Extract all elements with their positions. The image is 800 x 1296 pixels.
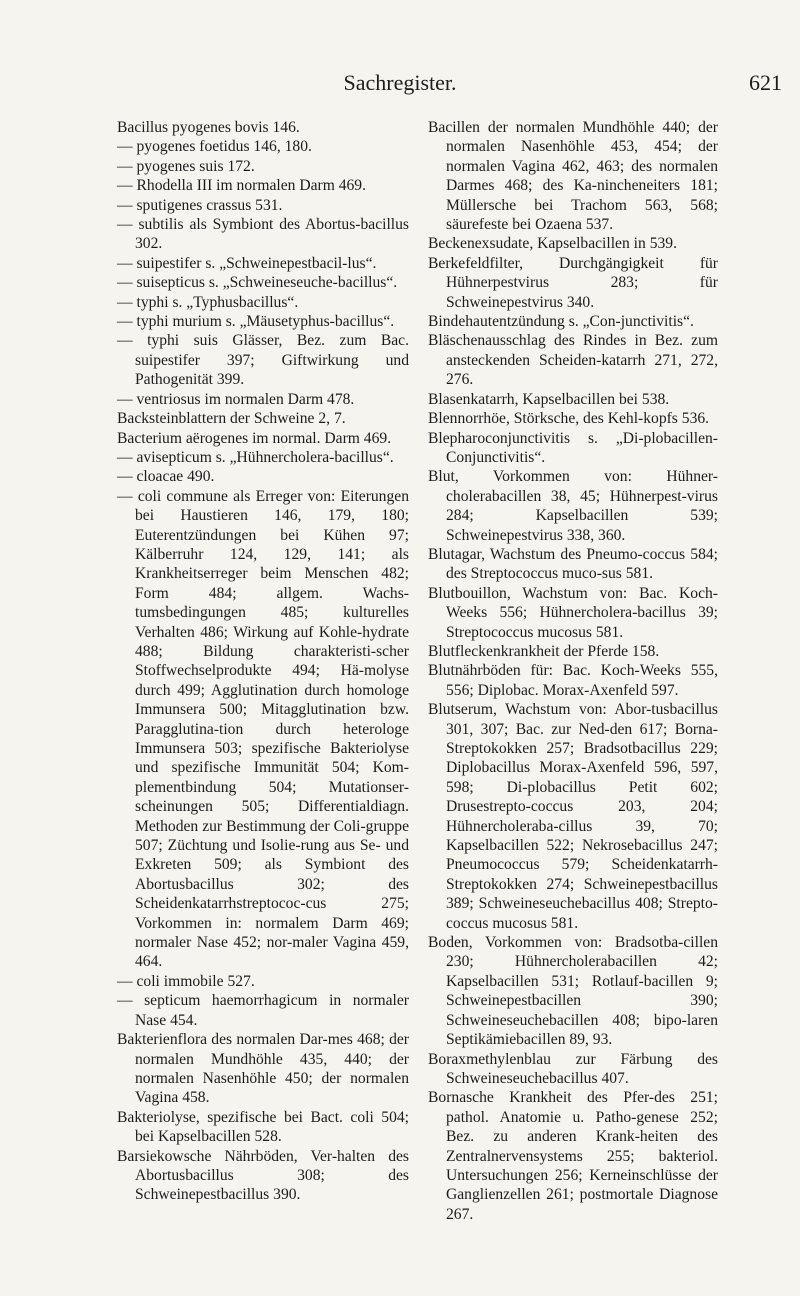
page-number: 621	[749, 70, 782, 95]
index-entry: Backsteinblattern der Schweine 2, 7.	[117, 410, 346, 428]
index-entry: Blutnährböden für: Bac. Koch-Weeks 555, 556; Diplobac. Morax-Axenfeld 597.	[428, 662, 718, 699]
index-entry: Bacillus pyogenes bovis 146.	[117, 119, 300, 136]
index-entry: Blutbouillon, Wachstum von: Bac. Koch-Weeks 556; Hühnercholera-bacillus 39; Streptococcus mucosus 581.	[428, 584, 718, 641]
index-entry: Blutfleckenkrankheit der Pferde 158.	[428, 642, 660, 660]
index-entry: Bakterienflora des normalen Dar-mes 468; der normalen Mundhöhle 435, 440; der normalen Nasenhöhle 450; der normalen Vagina 458.	[117, 1031, 409, 1107]
index-entry: — ventriosus im normalen Darm 478.	[117, 390, 355, 408]
index-entry: — suisepticus s. „Schweineseuche-bacillus“.	[117, 274, 398, 292]
index-entry: — typhi murium s. „Mäusetyphus-bacillus“.	[117, 313, 395, 331]
index-entry: Bornasche Krankheit des Pfer-des 251; pathol. Anatomie u. Patho-genese 252; Bez. zu anderen Krank-heiten des Zentralnervensystems 255; bakteriol. Untersuchungen 256; Kerneinschlüsse der Ganglienzellen 261; postmortale Diagnose 267.	[428, 1089, 718, 1223]
index-entry: Boden, Vorkommen von: Bradsotba-cillen 230; Hühnercholerabacillen 42; Kapselbacillen 531; Rotlauf-bacillen 9; Schweinepestbacillen 390; Schweineseuchebacillen 408; bipo-laren Septikämiebacillen 89, 93.	[428, 934, 718, 1049]
page-title: Sachregister.	[343, 70, 457, 95]
index-entry: Boraxmethylenblau zur Färbung des Schweineseuchebacillus 407.	[428, 1050, 718, 1087]
index-entry: — suipestifer s. „Schweinepestbacil-lus“.	[117, 254, 377, 272]
index-entry: Blennorrhöe, Störksche, des Kehl-kopfs 536.	[428, 410, 710, 428]
index-entry: Bläschenausschlag des Rindes in Bez. zum ansteckenden Scheiden-katarrh 271, 272, 276.	[428, 332, 718, 389]
index-entry: — coli immobile 527.	[117, 972, 255, 990]
index-entry: — avisepticum s. „Hühnercholera-bacillus“.	[117, 448, 394, 466]
index-column-right	[428, 118, 718, 1224]
index-entry: Blasenkatarrh, Kapselbacillen bei 538.	[428, 390, 670, 408]
index-entry: Berkefeldfilter, Durchgängigkeit für Hühnerpestvirus 283; für Schweinepestvirus 340.	[428, 254, 718, 311]
index-entry: — pyogenes suis 172.	[117, 157, 255, 175]
index-entry: Bacterium aërogenes im normal. Darm 469.	[117, 429, 392, 447]
index-entry: Barsiekowsche Nährböden, Ver-halten des Abortusbacillus 308; des Schweinepestbacillus 390.	[117, 1147, 409, 1204]
index-column-left	[117, 118, 409, 1205]
index-entry: Blut, Vorkommen von: Hühner-cholerabacillen 38, 45; Hühnerpest-virus 284; Kapselbacillen 539; Schweinepestvirus 338, 360.	[428, 468, 718, 544]
index-entry: Blutagar, Wachstum des Pneumo-coccus 584; des Streptococcus muco-sus 581.	[428, 545, 718, 583]
index-entry: — Rhodella III im normalen Darm 469.	[117, 177, 367, 195]
index-entry: Bakteriolyse, spezifische bei Bact. coli 504; bei Kapselbacillen 528.	[117, 1108, 409, 1146]
index-entry: — septicum haemorrhagicum in normaler Nase 454.	[117, 992, 409, 1029]
index-entry: — typhi s. „Typhusbacillus“.	[117, 293, 299, 311]
index-entry: — sputigenes crassus 531.	[117, 196, 283, 214]
index-entry: Blepharoconjunctivitis s. „Di-plobacillen-Conjunctivitis“.	[428, 429, 718, 466]
page-header	[0, 70, 800, 100]
index-entry: — pyogenes foetidus 146, 180.	[117, 138, 312, 156]
index-entry: Bindehautentzündung s. „Con-junctivitis“.	[428, 313, 694, 331]
index-entry: — typhi suis Glässer, Bez. zum Bac. suipestifer 397; Giftwirkung und Pathogenität 399.	[117, 332, 409, 389]
index-entry: Beckenexsudate, Kapselbacillen in 539.	[428, 235, 677, 253]
index-entry: Blutserum, Wachstum von: Abor-tusbacillus 301, 307; Bac. zur Ned-den 617; Borna-Streptokokken 257; Bradsotbacillus 229; Diplobacillus Morax-Axenfeld 596, 597, 598; Di-plobacillus Petit 602; Drusestrepto-coccus 203, 204; Hühnercholeraba-cillus 39, 70; Kapselbacillen 522; Nekrosebacillus 247; Pneumococcus 579; Scheidenkatarrh-Streptokokken 274; Schweinepestbacillus 389; Schweineseuchebacillus 408; Strepto-coccus mucosus 581.	[428, 701, 718, 932]
index-entry: Bacillen der normalen Mundhöhle 440; der normalen Nasenhöhle 453, 454; der normalen Vagina 462, 463; des normalen Darmes 468; des Ka-nincheneiters 181; Müllersche bei Trachom 563, 568; säurefeste bei Ozaena 537.	[428, 119, 718, 234]
index-entry: — subtilis als Symbiont des Abortus-bacillus 302.	[117, 216, 409, 253]
index-entry: — coli commune als Erreger von: Eiterungen bei Haustieren 146, 179, 180; Euterentzündungen bei Kühen 97; Kälberruhr 124, 129, 141; als Krankheitserreger beim Menschen 482; Form 484; allgem. Wachs-tumsbedingungen 485; kulturelles Verhalten 486; Wirkung auf Kohle-hydrate 488; Bildung charakteristi-scher Stoffwechselprodukte 494; Hä-molyse durch 499; Agglutination durch homologe Immunsera 500; Mitagglutination bzw. Paragglutina-tion durch heterologe Immunsera 503; spezifische Bakteriolyse und spezifische Immunität 504; Kom-plementbindung 504; Mutationser-scheinungen 505; Differentialdiagn. Methoden zur Bestimmung der Coli-gruppe 507; Züchtung und Isolie-rung aus Se- und Exkreten 509; als Symbiont des Abortusbacillus 302; des Scheidenkatarrhstreptococ-cus 275; Vorkommen in: normalem Darm 469; normaler Nase 452; nor-maler Vagina 459, 464.	[117, 487, 409, 971]
index-entry: — cloacae 490.	[117, 468, 215, 486]
